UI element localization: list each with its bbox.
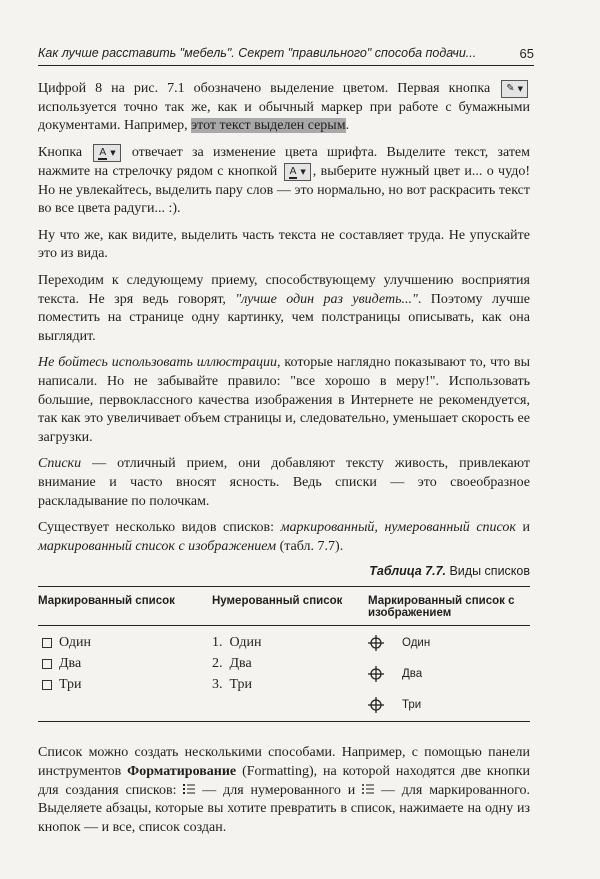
text: — для нумерованного и xyxy=(195,782,356,798)
highlight-button xyxy=(501,80,528,98)
caption-label: Таблица 7.7. xyxy=(369,564,446,579)
list-item xyxy=(38,632,212,653)
emphasis: маркированный, нумерованный список xyxy=(280,520,516,536)
list-types-table xyxy=(38,586,530,722)
list-item-label: Два xyxy=(229,656,252,672)
bulleted-list-cell xyxy=(38,626,212,722)
emphasis: Не бойтесь использовать иллюстрации xyxy=(38,355,277,371)
page-content xyxy=(38,80,530,845)
emphasis: маркированный список с изображением xyxy=(38,538,277,554)
table-caption xyxy=(38,564,530,578)
text: , которые наглядно показывают то, что вы написали. Но не забывайте правило: "все хорошо в меру!". Использовать большие, первоклассного качества изображения в Интернете не рекомендуется, так как это увеличивает объем страницы и, следовательно, уменьшает скорость ее загрузки. xyxy=(38,355,530,445)
text: Список можно создать несколькими способами. Например, с помощью панели инструментов xyxy=(38,745,530,779)
list-item xyxy=(38,674,212,695)
dropdown-arrow-icon: ▼ xyxy=(300,167,306,176)
paragraph-3: Ну что же, как видите, выделить часть текста не составляет труда. Не упускайте это из вида. xyxy=(38,227,530,262)
header-cell: Маркированный список xyxy=(38,587,212,626)
paragraph-highlight xyxy=(38,80,530,136)
list-item xyxy=(212,674,368,695)
crosshair-icon xyxy=(368,635,384,651)
square-bullet-icon xyxy=(42,638,52,648)
chapter-title: Как лучше расставить "мебель". Секрет "правильного" способа подачи... xyxy=(38,46,477,60)
list-item-label: Три xyxy=(402,698,422,711)
list-number: 1. xyxy=(212,635,223,651)
list-number: 3. xyxy=(212,677,223,693)
text: (Formatting), на которой находятся две кнопки для создания списков: xyxy=(38,763,531,798)
font-color-button xyxy=(93,144,120,162)
text: — для маркированного. Выделяете абзацы, которые вы хотите превратить в список, нажимаете на одну из кнопок — и все, список создан. xyxy=(38,782,530,835)
page-number: 65 xyxy=(519,46,534,61)
numbered-list-icon xyxy=(183,783,195,795)
square-bullet-icon xyxy=(42,659,52,669)
paragraph-7 xyxy=(38,519,530,556)
text: Кнопка xyxy=(38,145,83,161)
quote: "лучше один раз увидеть..." xyxy=(235,291,418,307)
paragraph-font-color xyxy=(38,144,530,219)
caption-text: Виды списков xyxy=(446,564,530,579)
table-body-row xyxy=(38,626,530,722)
font-color-button xyxy=(284,163,311,181)
paragraph-6 xyxy=(38,455,530,511)
list-item xyxy=(38,653,212,674)
paragraph-5 xyxy=(38,354,530,447)
list-item xyxy=(368,632,530,653)
list-item xyxy=(212,653,368,674)
text: (табл. 7.7). xyxy=(276,538,344,554)
text: Существует несколько видов списков: xyxy=(38,520,275,536)
list-item-label: Два xyxy=(402,667,423,680)
bulleted-list-icon xyxy=(362,783,374,795)
toolbar-name: Форматирование xyxy=(127,763,237,779)
table-header-row xyxy=(38,587,530,626)
list-item xyxy=(368,694,530,715)
list-item-label: Два xyxy=(59,656,82,672)
paragraph-4 xyxy=(38,272,530,346)
emphasis: Списки xyxy=(38,456,82,472)
text: и xyxy=(515,520,531,536)
text: — отличный прием, они добавляют тексту живость, привлекают внимание и часто вносят ясность. Ведь списки — это своеобразное раскладывание по полочкам. xyxy=(38,456,530,509)
crosshair-icon xyxy=(368,697,384,713)
list-item-label: Один xyxy=(59,635,92,651)
text: , выберите нужный цвет и... о чудо! Но не увлекайтесь, выделить пару слов — это нормально, но вот раскрасить текст во все цвета радуги... :). xyxy=(38,164,531,217)
list-item xyxy=(212,632,368,653)
list-item-label: Три xyxy=(229,677,253,693)
numbered-list-cell xyxy=(212,626,368,722)
dropdown-arrow-icon: ▼ xyxy=(110,149,116,157)
font-color-icon: A xyxy=(289,165,297,177)
running-header xyxy=(38,46,534,66)
square-bullet-icon xyxy=(42,680,52,690)
text: Переходим к следующему приему, способствующему улучшению восприятия текста. Не зря ведь говорят, xyxy=(38,273,530,307)
highlighted-text: этот текст выделен серым xyxy=(191,118,346,134)
paragraph-8 xyxy=(38,744,530,837)
header-cell: Маркированный список с изображением xyxy=(368,587,530,626)
dropdown-arrow-icon: ▼ xyxy=(517,85,523,93)
list-item xyxy=(368,663,530,684)
text: Цифрой 8 на рис. 7.1 обозначено выделение цветом. Первая кнопка xyxy=(38,81,491,97)
list-item-label: Три xyxy=(59,677,82,693)
image-list-cell xyxy=(368,626,530,722)
crosshair-icon xyxy=(368,666,384,682)
list-number: 2. xyxy=(212,656,223,672)
text: отвечает за изменение цвета шрифта. Выделите текст, затем нажмите на стрелочку рядом с кнопкой xyxy=(38,145,531,180)
text: используется точно так же, как и обычный маркер при работе с бумажными документами. Например, xyxy=(38,99,530,134)
pencil-icon: ✎ xyxy=(506,83,515,94)
font-color-icon: A xyxy=(99,147,107,158)
list-item-label: Один xyxy=(402,636,431,649)
list-item-label: Один xyxy=(229,635,262,651)
text: . xyxy=(345,118,350,134)
header-cell: Нумерованный список xyxy=(212,587,368,626)
text: . Поэтому лучше поместить на странице одну картинку, чем полстраницы описывать, как она выглядит. xyxy=(38,291,530,344)
